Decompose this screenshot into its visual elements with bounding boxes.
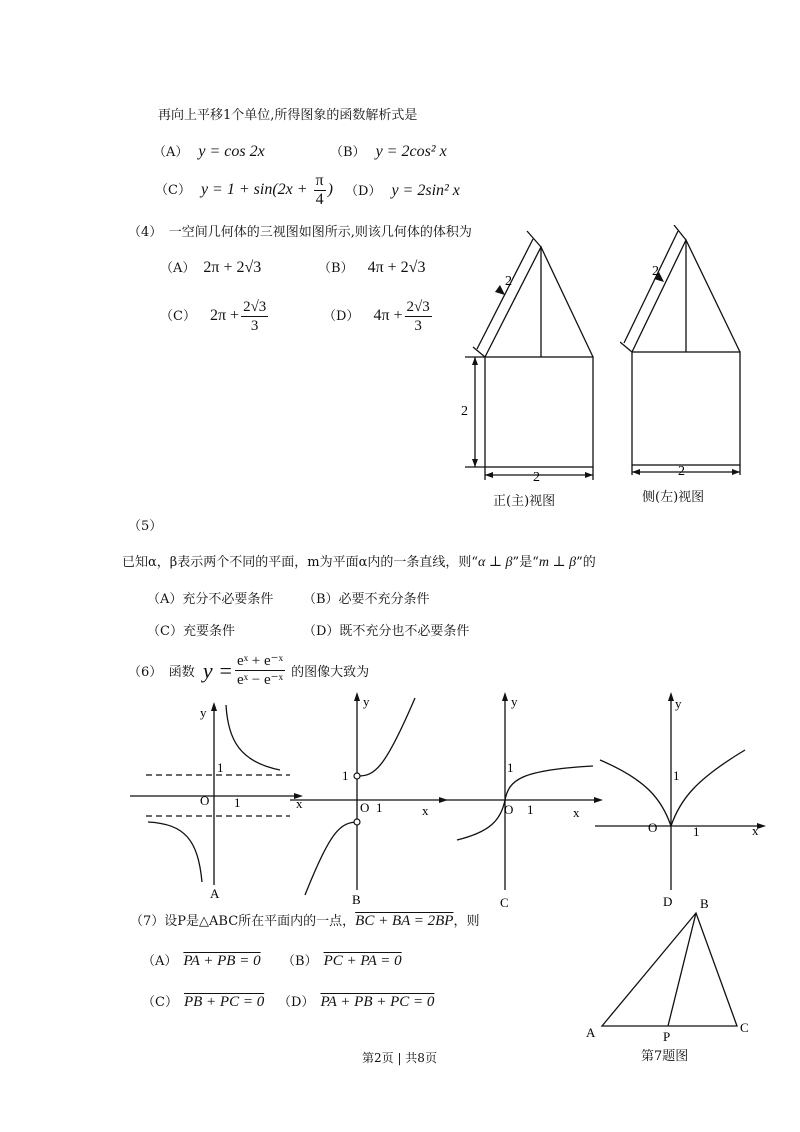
svg-text:y: y bbox=[675, 696, 682, 711]
svg-text:1: 1 bbox=[507, 760, 514, 775]
q4-option-a: （A） 2π + 2√3 bbox=[160, 259, 262, 276]
q5-stem: 已知α，β表示两个不同的平面，m为平面α内的一条直线，则“α ⊥ β”是“m ⊥ β”的 bbox=[122, 555, 596, 570]
point-a-label: A bbox=[586, 1025, 596, 1040]
svg-text:x: x bbox=[422, 803, 429, 818]
svg-text:x: x bbox=[573, 805, 580, 820]
q3-stem: 再向上平移1个单位,所得图象的函数解析式是 bbox=[158, 108, 418, 123]
q4-option-b: （B） 4π + 2√3 bbox=[318, 259, 426, 276]
svg-text:O: O bbox=[360, 800, 370, 815]
svg-text:y: y bbox=[363, 694, 370, 709]
front-slant-dim-line bbox=[477, 239, 533, 349]
front-slant-label: 2 bbox=[505, 274, 512, 289]
svg-text:1: 1 bbox=[376, 800, 383, 815]
side-slant-dim-line bbox=[624, 231, 678, 343]
q5-option-b: （B）必要不充分条件 bbox=[303, 592, 430, 607]
q7-option-a: （A） PA + PB = 0 bbox=[142, 953, 261, 969]
q3-option-a: （A） y = cos 2x bbox=[153, 143, 265, 160]
q5-option-a: （A）充分不必要条件 bbox=[147, 592, 274, 607]
front-height-label: 2 bbox=[461, 404, 468, 419]
side-slant-label: 2 bbox=[652, 264, 659, 279]
svg-text:y: y bbox=[200, 705, 207, 720]
front-width-label: 2 bbox=[533, 470, 540, 485]
q4-option-c: （C） 2π + $\frac{2√3}{3}$ bbox=[160, 299, 267, 334]
graph-a-left-branch bbox=[148, 822, 202, 882]
triangle-abc bbox=[602, 913, 737, 1026]
q7-option-c: （C） PB + PC = 0 bbox=[142, 994, 265, 1010]
svg-text:1: 1 bbox=[673, 768, 680, 783]
graph-b-label: B bbox=[352, 892, 361, 907]
q5-option-c: （C）充要条件 bbox=[147, 624, 235, 639]
svg-text:x: x bbox=[296, 796, 303, 811]
graph-d-right-branch bbox=[671, 750, 745, 826]
front-view-caption: 正(主)视图 bbox=[493, 494, 556, 509]
q7-option-b: （B） PC + PA = 0 bbox=[282, 953, 402, 969]
point-p-label: P bbox=[663, 1029, 671, 1043]
q7-stem: （7）设P是△ABC所在平面内的一点，BC + BA = 2BP，则 bbox=[130, 913, 480, 929]
graph-a-right-branch bbox=[226, 705, 280, 770]
graph-c bbox=[445, 690, 605, 912]
svg-text:O: O bbox=[200, 793, 210, 808]
svg-text:1: 1 bbox=[527, 802, 534, 817]
front-view-figure bbox=[455, 225, 615, 520]
side-width-label: 2 bbox=[678, 464, 685, 479]
q3-option-b: （B） y = 2cos² x bbox=[330, 143, 447, 160]
graph-d-label: D bbox=[663, 894, 673, 909]
q7-triangle-figure bbox=[580, 893, 760, 1043]
svg-text:x: x bbox=[752, 823, 759, 838]
point-b-label: B bbox=[700, 896, 709, 911]
q3-option-d: （D） y = 2sin² x bbox=[345, 182, 460, 199]
page-footer: 第2页 | 共8页 bbox=[362, 1051, 437, 1065]
q5-number: （5） bbox=[128, 519, 163, 534]
graph-b-upper-branch bbox=[358, 698, 415, 776]
q5-option-d: （D）既不充分也不必要条件 bbox=[303, 624, 470, 639]
q7-figure-caption: 第7题图 bbox=[641, 1049, 689, 1064]
graph-c-curve bbox=[457, 766, 593, 840]
graph-b bbox=[290, 690, 450, 910]
front-view-square bbox=[485, 357, 593, 467]
side-view-caption: 侧(左)视图 bbox=[642, 490, 705, 505]
graph-a bbox=[130, 700, 305, 900]
side-view-rect bbox=[632, 352, 740, 465]
svg-text:y: y bbox=[511, 694, 518, 709]
svg-text:1: 1 bbox=[234, 795, 241, 810]
graph-b-lower-branch bbox=[305, 822, 358, 895]
graph-d-left-branch bbox=[600, 760, 671, 826]
point-c-label: C bbox=[740, 1020, 749, 1035]
svg-text:1: 1 bbox=[217, 760, 224, 775]
graph-a-label: A bbox=[210, 886, 220, 900]
graph-d bbox=[595, 690, 770, 910]
graph-c-label: C bbox=[500, 895, 509, 910]
q6-stem: （6） 函数 y = $\frac{\text{eˣ + e⁻ˣ}}{\text{eˣ − e⁻ˣ}}$ 的图像大致为 bbox=[128, 653, 370, 688]
side-view-figure bbox=[620, 225, 750, 495]
q4-stem: （4） 一空间几何体的三视图如图所示,则该几何体的体积为 bbox=[128, 225, 472, 240]
svg-text:1: 1 bbox=[693, 824, 700, 839]
q4-option-d: （D） 4π + $\frac{2√3}{3}$ bbox=[323, 299, 430, 334]
svg-text:O: O bbox=[648, 820, 658, 835]
svg-text:O: O bbox=[504, 802, 514, 817]
svg-text:1: 1 bbox=[342, 768, 349, 783]
q3-option-c: （C） y = 1 + sin(2x + $\frac{\pi}{4}$ ) bbox=[155, 172, 333, 208]
q7-option-d: （D） PA + PB + PC = 0 bbox=[278, 994, 435, 1010]
